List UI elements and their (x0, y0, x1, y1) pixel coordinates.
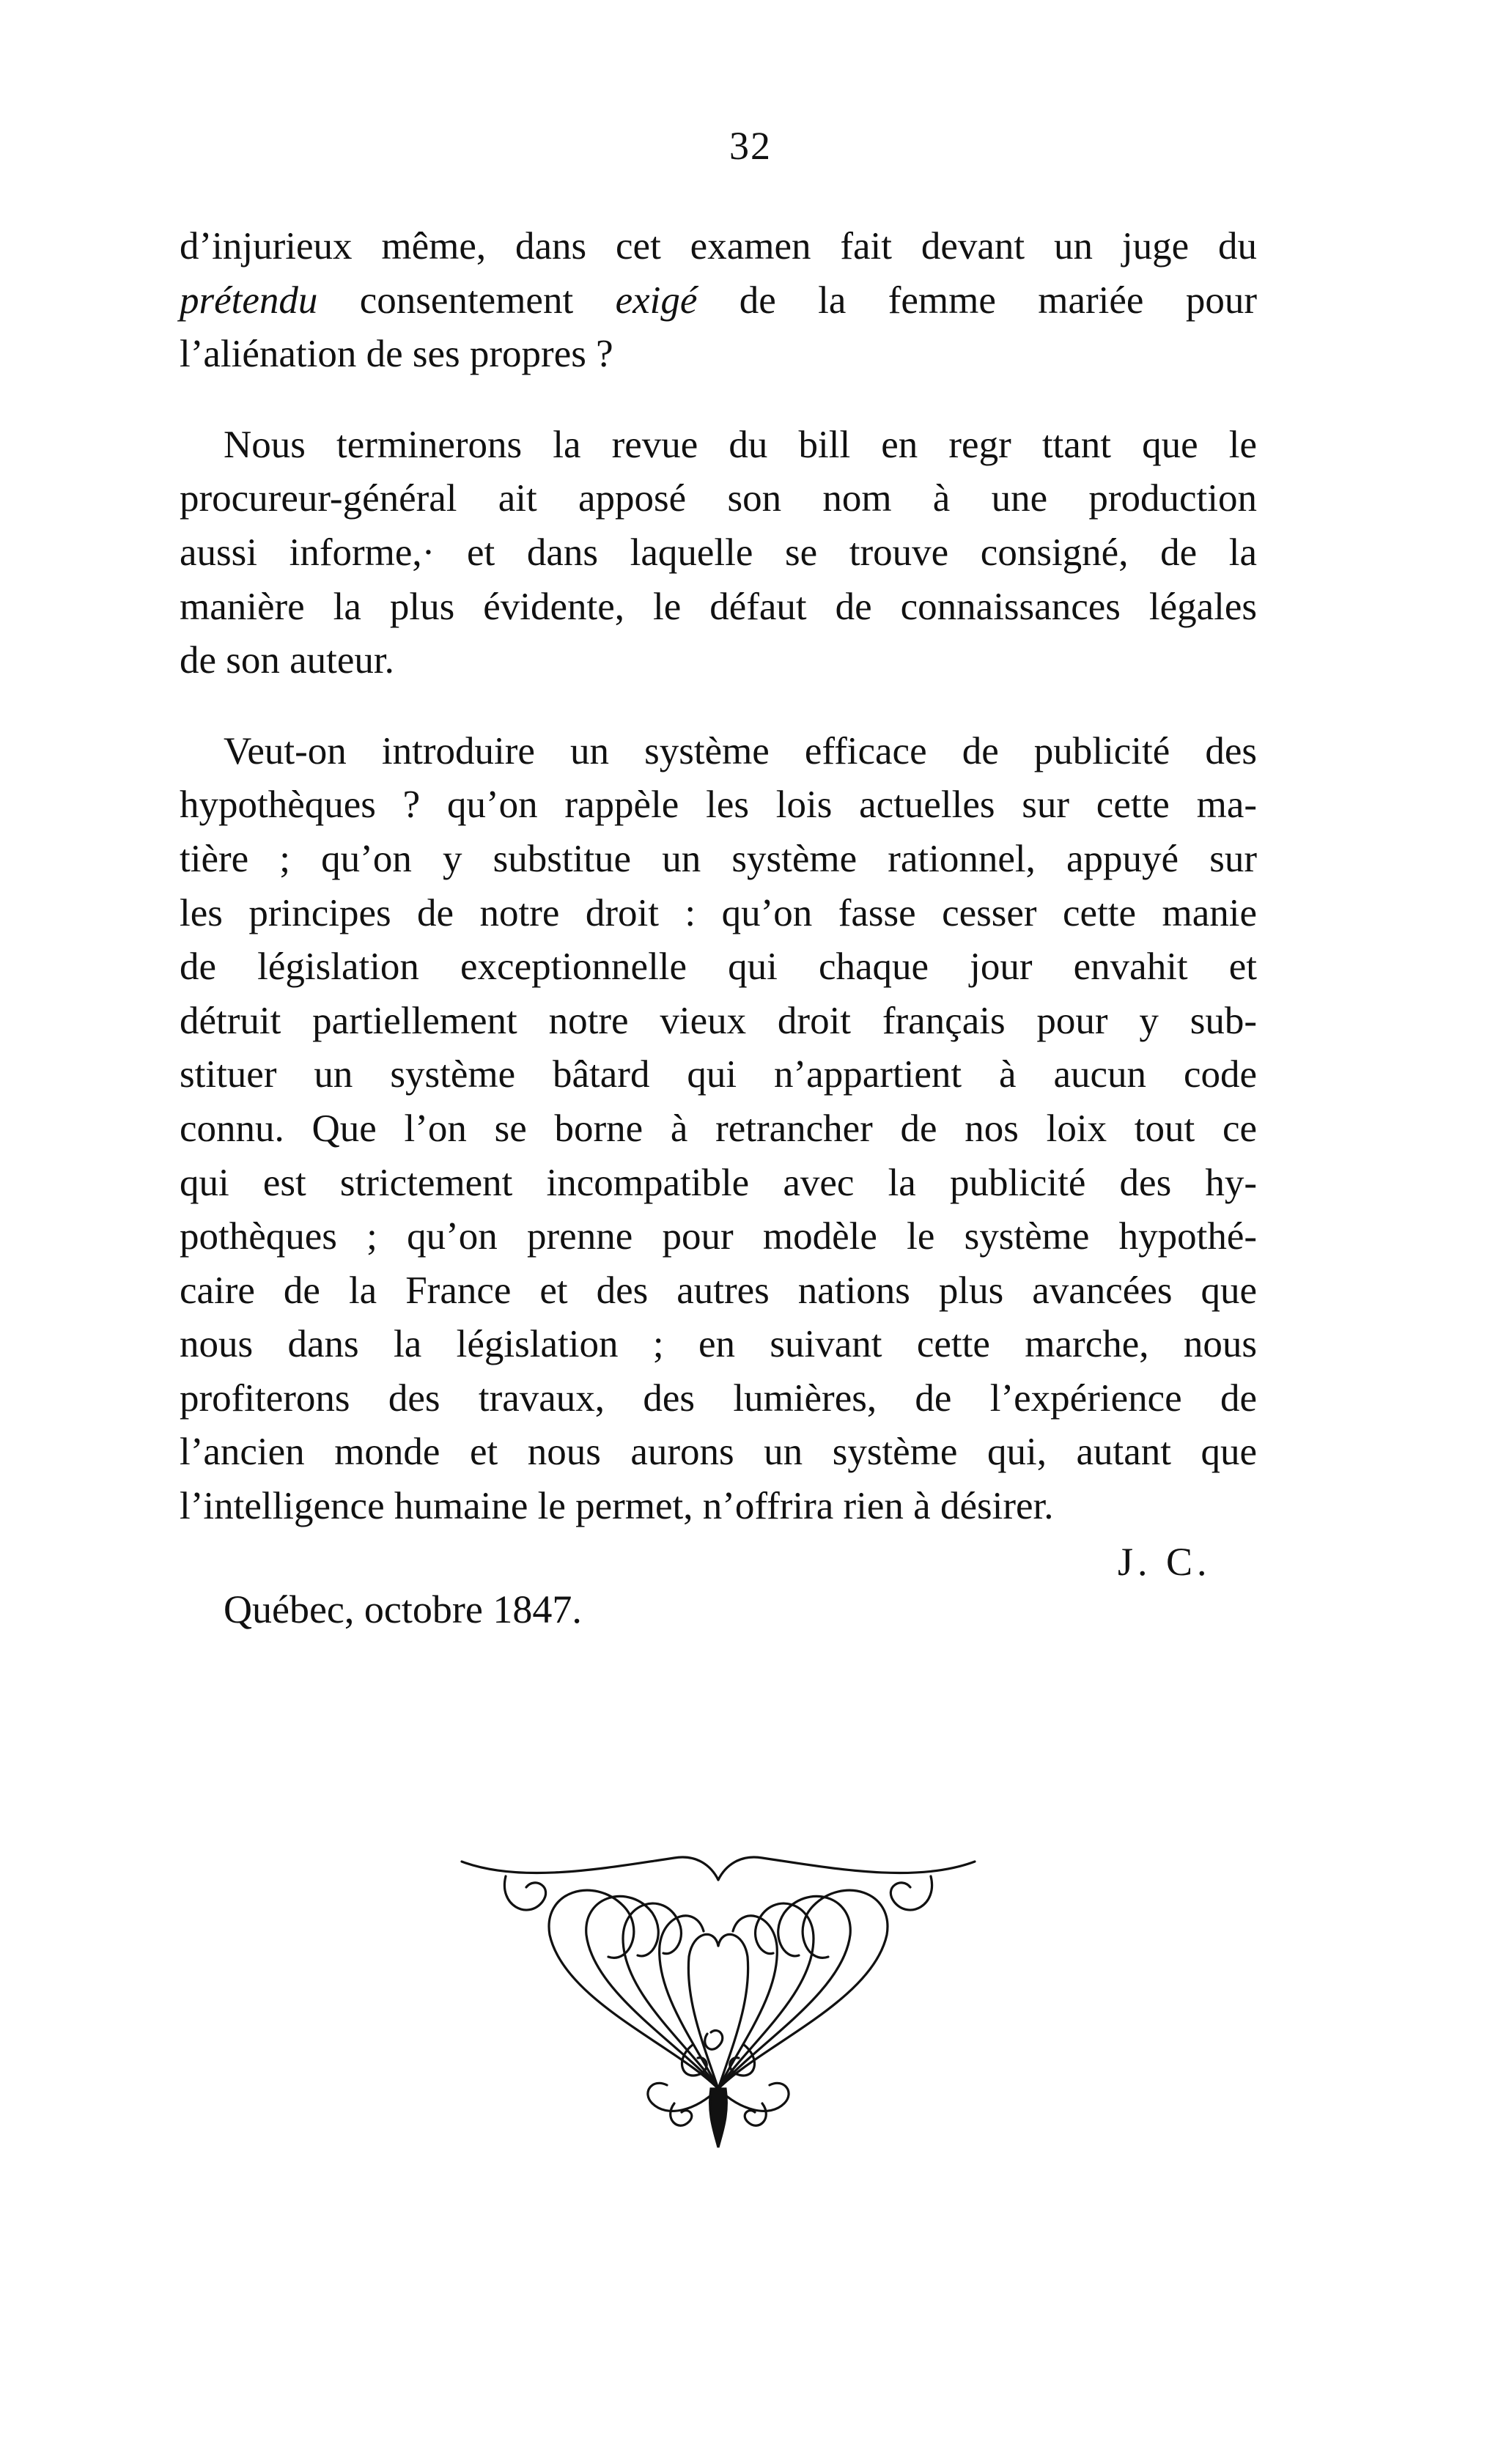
dateline: Québec, octobre 1847. (224, 1587, 582, 1631)
paragraph-1 (180, 220, 1257, 382)
text-line: connu. Que l’on se borne à retrancher de nos loix tout ce (180, 1107, 1257, 1150)
page-number: 32 (729, 124, 772, 168)
paragraph-2 (180, 418, 1257, 688)
text-line: stituer un système bâtard qui n’appartient à aucun code (180, 1053, 1257, 1096)
text-line: l’ancien monde et nous aurons un système qui, autant que (180, 1431, 1257, 1474)
text-line: profiterons des travaux, des lumières, de l’expérience de (180, 1376, 1257, 1420)
text-line: détruit partiellement notre vieux droit français pour y sub- (180, 999, 1257, 1042)
text-line: tière ; qu’on y substitue un système rationnel, appuyé sur (180, 837, 1257, 880)
text-line: de législation exceptionnelle qui chaque jour envahit et (180, 945, 1257, 989)
italic-word-exige: exigé (615, 279, 698, 322)
flourish-ornament-icon (454, 1825, 982, 2155)
text-line: pothèques ; qu’on prenne pour modèle le système hypothé- (180, 1215, 1257, 1258)
text-line: qui est strictement incompatible avec la publicité des hy- (180, 1161, 1257, 1204)
text-line: l’aliénation de ses propres ? (180, 333, 613, 376)
paragraph-3 (180, 725, 1257, 1534)
text-line (180, 274, 1257, 328)
author-signature: J. C. (1118, 1540, 1212, 1584)
text-line: l’intelligence humaine le permet, n’offrira rien à désirer. (180, 1485, 1054, 1528)
text-line: procureur-général ait apposé son nom à une production (180, 477, 1257, 520)
text-line: Veut-on introduire un système efficace de publicité des (224, 729, 1257, 772)
text-fragment: consentement (317, 279, 616, 322)
text-line: manière la plus évidente, le défaut de connaissances légales (180, 585, 1257, 628)
text-line: nous dans la législation ; en suivant cette marche, nous (180, 1323, 1257, 1366)
text-line: hypothèques ? qu’on rappèle les lois actuelles sur cette ma- (180, 783, 1257, 827)
text-line: Nous terminerons la revue du bill en regr ttant que le (224, 423, 1257, 466)
text-fragment: de la femme mariée pour (697, 279, 1257, 322)
text-line: d’injurieux même, dans cet examen fait devant un juge du (180, 225, 1257, 268)
body-text (180, 220, 1257, 1534)
text-line: de son auteur. (180, 639, 394, 682)
text-line: les principes de notre droit : qu’on fasse cesser cette manie (180, 891, 1257, 934)
text-line: caire de la France et des autres nations plus avancées que (180, 1269, 1257, 1312)
text-line: aussi informe,· et dans laquelle se trouve consigné, de la (180, 531, 1257, 574)
italic-word-pretendu: prétendu (180, 279, 318, 322)
